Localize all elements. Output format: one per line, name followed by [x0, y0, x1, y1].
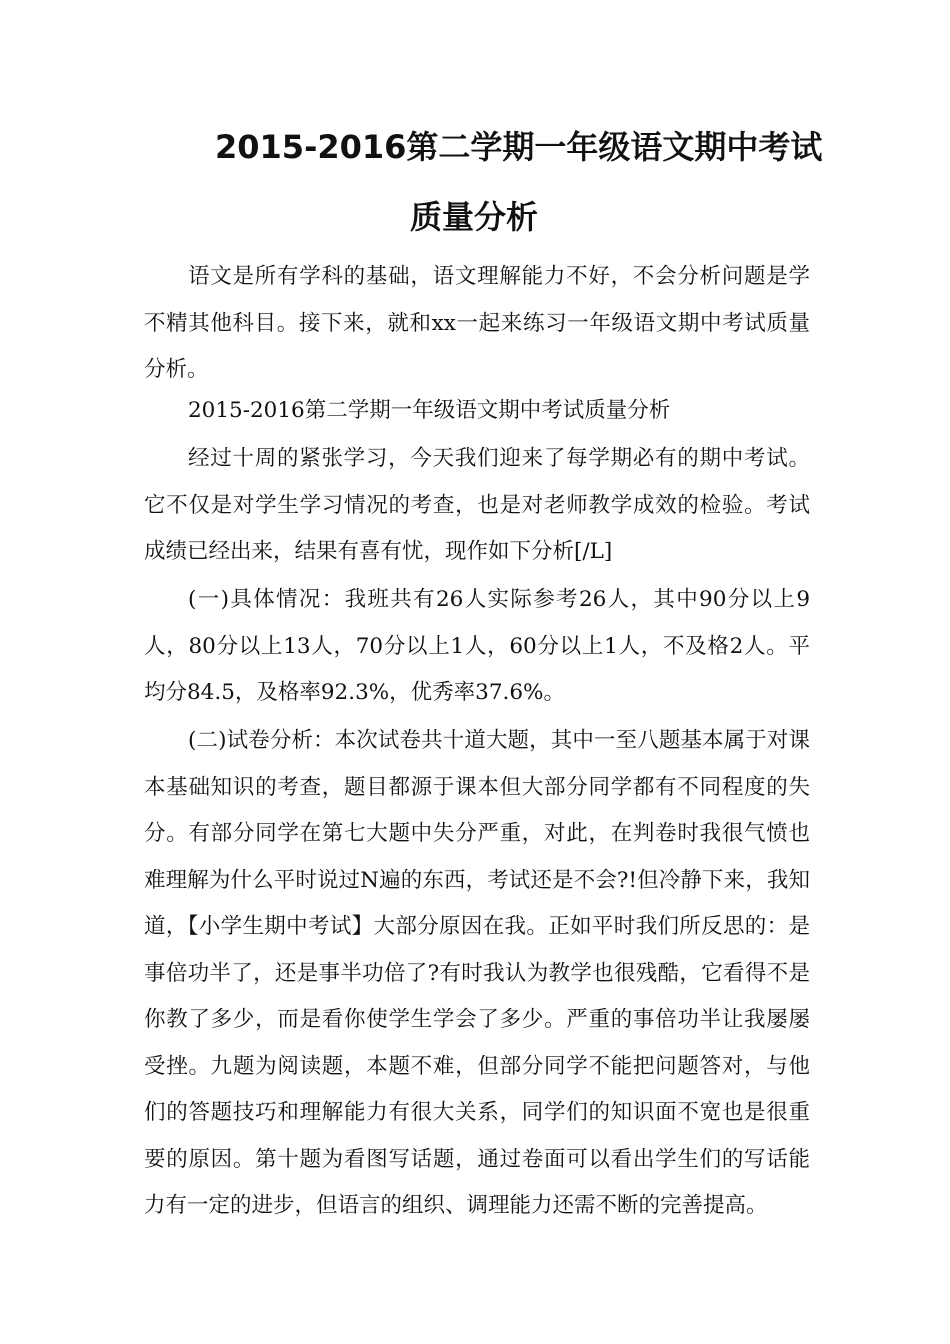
analysis-paragraph-block	[144, 718, 810, 1230]
paragraph-analysis: (二)试卷分析：本次试卷共十道大题，其中一至八题基本属于对课本基础知识的考查，题目都源于课本但大部分同学都有不同程度的失分。有部分同学在第七大题中失分严重，对此，在判卷时我很气愤也难理解为什么平时说过N遍的东西，考试还是不会?!但冷静下来，我知道，【小学生期中考试】大部分原因在我。正如平时我们所反思的：是事倍功半了，还是事半功倍了?有时我认为教学也很残酷，它看得不是你教了多少，而是看你使学生学会了多少。严重的事倍功半让我屡屡受挫。九题为阅读题，本题不难，但部分同学不能把问题答对，与他们的答题技巧和理解能力有很大关系，同学们的知识面不宽也是很重要的原因。第十题为看图写话题，通过卷面可以看出学生们的写话能力有一定的进步，但语言的组织、调理能力还需不断的完善提高。	[144, 728, 810, 1218]
paragraph-intro: 语文是所有学科的基础，语文理解能力不好，不会分析问题是学不精其他科目。接下来，就和xx一起来练习一年级语文期中考试质量分析。	[144, 264, 810, 382]
paragraph-situation: (一)具体情况：我班共有26人实际参考26人，其中90分以上9人，80分以上13人，70分以上1人，60分以上1人，不及格2人。平均分84.5，及格率92.3%，优秀率37.6%。	[144, 587, 810, 705]
paragraph-overview: 经过十周的紧张学习，今天我们迎来了每学期必有的期中考试。它不仅是对学生学习情况的考查，也是对老师教学成效的检验。考试成绩已经出来，结果有喜有忧，现作如下分析[/L]	[144, 446, 810, 564]
overview-paragraph-block	[144, 436, 810, 576]
document-title-line-1: 2015-2016第二学期一年级语文期中考试	[215, 128, 823, 166]
subtitle-paragraph-block	[144, 388, 810, 435]
situation-paragraph-block	[144, 577, 810, 717]
paragraph-subtitle: 2015-2016第二学期一年级语文期中考试质量分析	[188, 398, 671, 423]
intro-paragraph-block	[144, 254, 810, 394]
document-title-line-2: 质量分析	[410, 198, 539, 236]
